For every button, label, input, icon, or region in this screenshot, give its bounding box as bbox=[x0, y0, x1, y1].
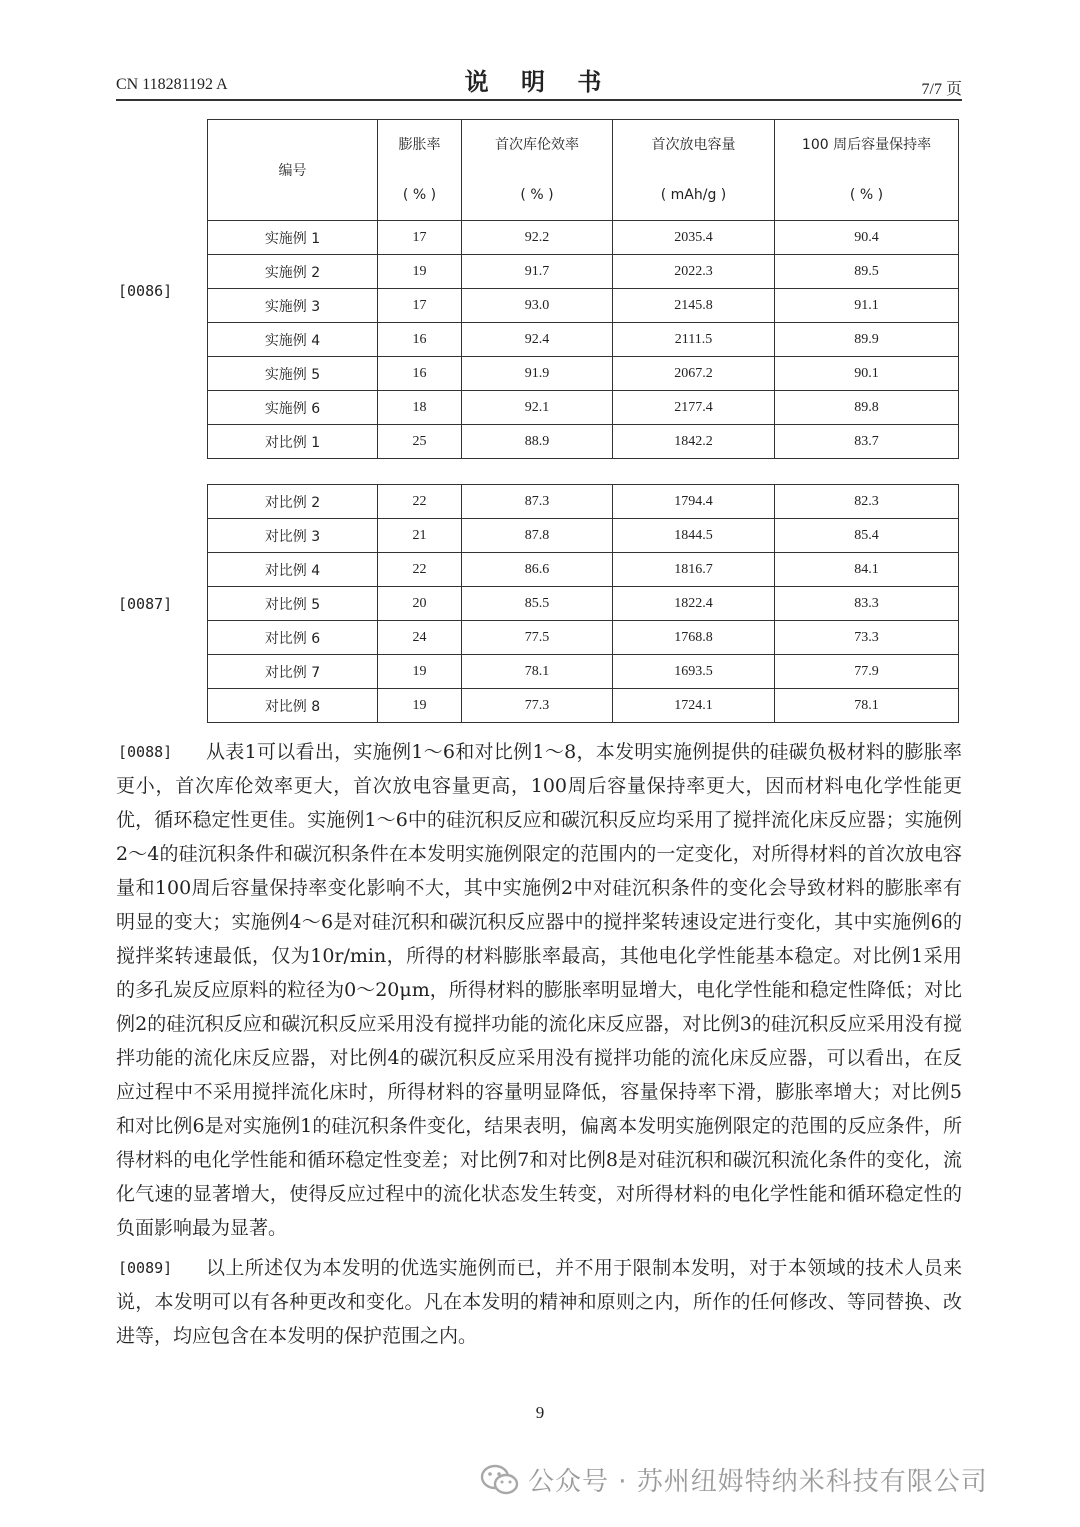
table-cell: 1724.1 bbox=[613, 689, 775, 723]
row-label: 对比例 5 bbox=[208, 587, 378, 621]
table-row bbox=[208, 655, 959, 689]
table-cell: 1842.2 bbox=[613, 425, 775, 459]
header-efficiency: 首次库伦效率 ( % ) bbox=[462, 120, 613, 221]
table-cell: 89.8 bbox=[775, 391, 959, 425]
table-cell: 93.0 bbox=[462, 289, 613, 323]
table-cell: 90.1 bbox=[775, 357, 959, 391]
table-cell: 89.9 bbox=[775, 323, 959, 357]
table-cell: 22 bbox=[378, 485, 462, 519]
row-label: 对比例 4 bbox=[208, 553, 378, 587]
table-cell: 2177.4 bbox=[613, 391, 775, 425]
row-label: 对比例 6 bbox=[208, 621, 378, 655]
row-label: 对比例 1 bbox=[208, 425, 378, 459]
row-label: 对比例 7 bbox=[208, 655, 378, 689]
table-row bbox=[208, 485, 959, 519]
table-cell: 16 bbox=[378, 357, 462, 391]
table-cell: 90.4 bbox=[775, 221, 959, 255]
watermark bbox=[480, 1459, 1050, 1503]
paragraph-tag-0087: [0087] bbox=[118, 595, 173, 613]
wechat-icon bbox=[480, 1463, 520, 1497]
table-cell: 2145.8 bbox=[613, 289, 775, 323]
row-label: 实施例 1 bbox=[208, 221, 378, 255]
results-table-2 bbox=[207, 484, 959, 723]
table-cell: 17 bbox=[378, 289, 462, 323]
table-cell: 85.5 bbox=[462, 587, 613, 621]
table-cell: 1844.5 bbox=[613, 519, 775, 553]
table-cell: 21 bbox=[378, 519, 462, 553]
header-rule bbox=[116, 99, 962, 101]
table-cell: 1822.4 bbox=[613, 587, 775, 621]
table-cell: 73.3 bbox=[775, 621, 959, 655]
table-cell: 91.1 bbox=[775, 289, 959, 323]
table-cell: 92.1 bbox=[462, 391, 613, 425]
table-cell: 2111.5 bbox=[613, 323, 775, 357]
row-label: 实施例 5 bbox=[208, 357, 378, 391]
paragraph-0088-text: 从表1可以看出，实施例1～6和对比例1～8，本发明实施例提供的硅碳负极材料的膨胀率更小，首次库伦效率更大，首次放电容量更高，100周后容量保持率更大，因而材料电化学性能更优，循环稳定性更佳。实施例1～6中的硅沉积反应和碳沉积反应均采用了搅拌流化床反应器；实施例2～4的硅沉积条件和碳沉积条件在本发明实施例限定的范围内的一定变化，对所得材料的首次放电容量和100周后容量保持率变化影响不大，其中实施例2中对硅沉积条件的变化会导致材料的膨胀率有明显的变大；实施例4～6是对硅沉积和碳沉积反应器中的搅拌桨转速设定进行变化，其中实施例6的搅拌桨转速最低，仅为10r/min，所得的材料膨胀率最高，其他电化学性能基本稳定。对比例1采用的多孔炭反应原料的粒径为0～20μm，所得材料的膨胀率明显增大，电化学性能和稳定性降低；对比例2的硅沉积反应和碳沉积反应采用没有搅拌功能的流化床反应器，对比例3的硅沉积反应采用没有搅拌功能的流化床反应器，对比例4的碳沉积反应采用没有搅拌功能的流化床反应器，可以看出，在反应过程中不采用搅拌流化床时，所得材料的容量明显降低，容量保持率下滑，膨胀率增大；对比例5和对比例6是对实施例1的硅沉积条件变化，结果表明，偏离本发明实施例限定的范围的反应条件，所得材料的电化学性能和循环稳定性变差；对比例7和对比例8是对硅沉积和碳沉积流化条件的变化，流化气速的显著增大，使得反应过程中的流化状态发生转变，对所得材料的电化学性能和循环稳定性的负面影响最为显著。 bbox=[116, 741, 962, 1239]
table-cell: 2067.2 bbox=[613, 357, 775, 391]
table-cell: 19 bbox=[378, 689, 462, 723]
page-indicator: 7/7 页 bbox=[921, 81, 962, 98]
table-cell: 89.5 bbox=[775, 255, 959, 289]
table-cell: 18 bbox=[378, 391, 462, 425]
table-row bbox=[208, 587, 959, 621]
table-cell: 83.3 bbox=[775, 587, 959, 621]
table-header-row bbox=[208, 120, 959, 221]
table-cell: 19 bbox=[378, 255, 462, 289]
table-row bbox=[208, 553, 959, 587]
table-cell: 78.1 bbox=[775, 689, 959, 723]
row-label: 对比例 8 bbox=[208, 689, 378, 723]
table-cell: 20 bbox=[378, 587, 462, 621]
table-row bbox=[208, 221, 959, 255]
header-capacity: 首次放电容量 ( mAh/g ) bbox=[613, 120, 775, 221]
page-number: 9 bbox=[535, 1403, 545, 1422]
header-id: 编号 bbox=[208, 120, 378, 221]
table-cell: 2035.4 bbox=[613, 221, 775, 255]
table-cell: 87.3 bbox=[462, 485, 613, 519]
table-cell: 24 bbox=[378, 621, 462, 655]
row-label: 实施例 6 bbox=[208, 391, 378, 425]
table-row bbox=[208, 323, 959, 357]
header-retention: 100 周后容量保持率 ( % ) bbox=[775, 120, 959, 221]
table-row bbox=[208, 621, 959, 655]
table-cell: 83.7 bbox=[775, 425, 959, 459]
table-cell: 85.4 bbox=[775, 519, 959, 553]
row-label: 对比例 3 bbox=[208, 519, 378, 553]
row-label: 实施例 4 bbox=[208, 323, 378, 357]
row-label: 实施例 3 bbox=[208, 289, 378, 323]
table-cell: 92.4 bbox=[462, 323, 613, 357]
page-title: 说 明 书 bbox=[464, 68, 614, 96]
table-row bbox=[208, 519, 959, 553]
table-cell: 1794.4 bbox=[613, 485, 775, 519]
paragraph-tag-0088: [0088] bbox=[118, 743, 173, 761]
table-row bbox=[208, 289, 959, 323]
table-cell: 87.8 bbox=[462, 519, 613, 553]
table-cell: 77.5 bbox=[462, 621, 613, 655]
table-cell: 17 bbox=[378, 221, 462, 255]
table-row bbox=[208, 689, 959, 723]
row-label: 实施例 2 bbox=[208, 255, 378, 289]
table-row bbox=[208, 425, 959, 459]
table-cell: 91.9 bbox=[462, 357, 613, 391]
table-row bbox=[208, 357, 959, 391]
paragraph-0089 bbox=[116, 1251, 962, 1353]
table-cell: 1816.7 bbox=[613, 553, 775, 587]
table-cell: 91.7 bbox=[462, 255, 613, 289]
document-id: CN 118281192 A bbox=[116, 76, 228, 93]
table-cell: 1768.8 bbox=[613, 621, 775, 655]
table-cell: 1693.5 bbox=[613, 655, 775, 689]
table-cell: 84.1 bbox=[775, 553, 959, 587]
paragraph-tag-0089: [0089] bbox=[118, 1259, 173, 1277]
header-expansion: 膨胀率 ( % ) bbox=[378, 120, 462, 221]
table-row bbox=[208, 255, 959, 289]
table-cell: 22 bbox=[378, 553, 462, 587]
page-header bbox=[116, 62, 962, 100]
table-cell: 25 bbox=[378, 425, 462, 459]
row-label: 对比例 2 bbox=[208, 485, 378, 519]
paragraph-0088 bbox=[116, 735, 962, 1245]
table-cell: 86.6 bbox=[462, 553, 613, 587]
results-table-1 bbox=[207, 119, 959, 459]
table-row bbox=[208, 391, 959, 425]
table-cell: 2022.3 bbox=[613, 255, 775, 289]
table-cell: 82.3 bbox=[775, 485, 959, 519]
paragraph-tag-0086: [0086] bbox=[118, 282, 173, 300]
paragraph-0089-text: 以上所述仅为本发明的优选实施例而已，并不用于限制本发明，对于本领域的技术人员来说，本发明可以有各种更改和变化。凡在本发明的精神和原则之内，所作的任何修改、等同替换、改进等，均应包含在本发明的保护范围之内。 bbox=[116, 1257, 962, 1347]
table-cell: 19 bbox=[378, 655, 462, 689]
table-cell: 78.1 bbox=[462, 655, 613, 689]
table-cell: 88.9 bbox=[462, 425, 613, 459]
table-cell: 77.9 bbox=[775, 655, 959, 689]
watermark-text: 公众号 · 苏州纽姆特纳米科技有限公司 bbox=[528, 1467, 988, 1497]
table-cell: 92.2 bbox=[462, 221, 613, 255]
table-cell: 16 bbox=[378, 323, 462, 357]
table-cell: 77.3 bbox=[462, 689, 613, 723]
